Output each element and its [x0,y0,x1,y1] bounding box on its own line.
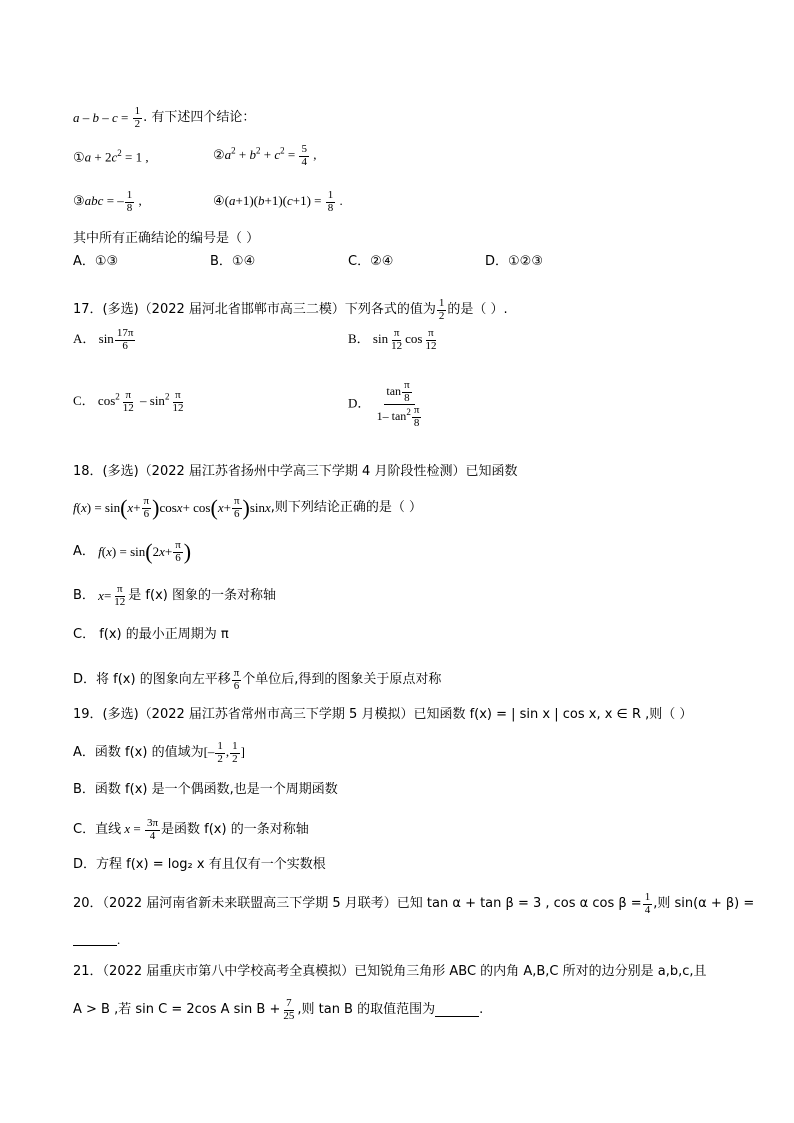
conclusion-1: ①a + $2c^2 = 1$ , [73,148,149,165]
q21-line-2: A > B ,若 sin C = 2cos A sin B + $\frac{7}{25}$ ,则 tan B 的取值范围为 . [73,997,484,1022]
q21-blank-end: . [479,1002,484,1018]
q17-option-c[interactable]: C． $\cos^2$ $\frac{\pi}{12}$ – $\sin^2$ $\frac{\pi}{12}$ [73,389,184,414]
q18-option-d-pre: D．将 f(x) 的图象向左平移 [73,672,231,688]
q19-option-d[interactable]: D．方程 f(x) = log₂ x 有且仅有一个实数根 [73,857,326,872]
q18-option-d-post: 个单位后,得到的图象关于原点对称 [242,672,442,688]
prev-option-b[interactable]: B．①④ [210,254,256,270]
q17-stem-tail: 的是（ ）. [447,302,508,318]
conclusion-row-1 [73,143,734,168]
prev-intro-text: . 有下述四个结论： [143,110,256,126]
q18-option-b[interactable]: B． x = $\frac{\pi}{12}$ 是 f(x) 图象的一条对称轴 [73,583,276,608]
q19-option-c-pre: C．直线 [73,822,122,838]
q18-option-b-tail: 是 f(x) 图象的一条对称轴 [128,588,276,604]
q18-stem-tail: ,则下列结论正确的是（ ） [270,500,423,516]
q19-stem: 19．(多选)（2022 届江苏省常州市高三下学期 5 月模拟）已知函数 f(x) = | sin x | cos x, x ∈ R ,则（ ） [73,707,693,722]
q20-blank-end: . [117,932,121,947]
q20-stem: 20．（2022 届河南省新未来联盟高三下学期 5 月联考）已知 tan α + tan β = 3 , cos α cos β = [73,896,642,912]
q19-option-a[interactable]: A．函数 f(x) 的值域为 [– $\frac{1}{2}$ , $\frac{1}{2}$ ] [73,740,246,765]
conclusion-2: $②a^2 + b^2 + c^2$ = $\frac{5}{4}$ , [213,143,317,168]
q19-option-c[interactable]: C．直线 x = $\frac{3\pi}{4}$ 是函数 f(x) 的一条对称轴 [73,817,309,842]
q17-option-b[interactable]: B． sin $\frac{\pi}{12}$ cos $\frac{\pi}{12}$ [348,326,437,352]
q17-stem-line: 17．(多选)（2022 届河北省邯郸市高三二模）下列各式的值为 $\frac{1}{2}$ 的是（ ）. [73,297,508,322]
q21-answer-blank[interactable] [435,1004,479,1017]
q20-answer-line [73,932,734,948]
conclusion-row-2 [73,190,734,214]
q17-option-d[interactable]: D． tan $\frac{\pi}{8}$ 1– $\tan^2$ $\frac{\pi}{8}$ [348,379,420,429]
q17-stem: 17．(多选)（2022 届河北省邯郸市高三二模）下列各式的值为 [73,302,436,318]
q17-option-a[interactable]: A． sin $\frac{17\pi}{6}$ [73,326,134,352]
q21-line-2-pre: A > B ,若 sin C = 2cos A sin B + [73,1002,281,1018]
conclusions-question: 其中所有正确结论的编号是（ ） [73,231,260,246]
q20-answer-blank[interactable] [73,933,117,946]
q19-option-a-pre: A．函数 f(x) 的值域为 [73,745,204,761]
conclusion-3: ③abc = – $\frac{1}{8}$ , [73,189,142,214]
q18-option-d[interactable]: D．将 f(x) 的图象向左平移 $\frac{\pi}{6}$ 个单位后,得到的图象关于原点对称 [73,667,442,692]
q21-stem: 21．（2022 届重庆市第八中学校高考全真模拟）已知锐角三角形 ABC 的内角 A,B,C 所对的边分别是 a,b,c,且 [73,964,707,979]
prev-intro-line: a – b – c = $\frac{1}{2}$ . 有下述四个结论： [73,105,256,130]
prev-option-a[interactable]: A．①③ [73,254,119,270]
prev-option-c[interactable]: C．②④ [348,254,394,270]
q21-line-2-post: ,则 tan B 的取值范围为 [297,1002,436,1018]
q18-stem: 18．(多选)（2022 届江苏省扬州中学高三下学期 4 月阶段性检测）已知函数 [73,464,518,479]
q19-option-c-post: 是函数 f(x) 的一条对称轴 [161,822,309,838]
q18-option-a[interactable]: A． f ( x ) = sin ( 2 x + $\frac{\pi}{6}$ ) [73,539,192,565]
q19-option-b[interactable]: B．函数 f(x) 是一个偶函数,也是一个周期函数 [73,782,338,797]
prev-option-d[interactable]: D．①②③ [485,254,543,270]
q20-stem-tail: ,则 sin(α + β) = [653,896,755,912]
q18-option-c[interactable]: C． f(x) 的最小正周期为 π [73,627,229,642]
q18-function-line: f ( x ) = sin ( x + $\frac{\pi}{6}$ ) cos x + cos ( x + $\frac{\pi}{6}$ ) sin x ,则下列结论正确的是（ ） [73,495,423,521]
conclusion-4: ④(a+1)(b+1)(c+1) = $\frac{1}{8}$ . [213,189,343,214]
q20-stem-line: 20．（2022 届河南省新未来联盟高三下学期 5 月联考）已知 tan α + tan β = 3 , cos α cos β = $\frac{1}{4}$ ,则 sin(α + β) = [73,891,755,916]
